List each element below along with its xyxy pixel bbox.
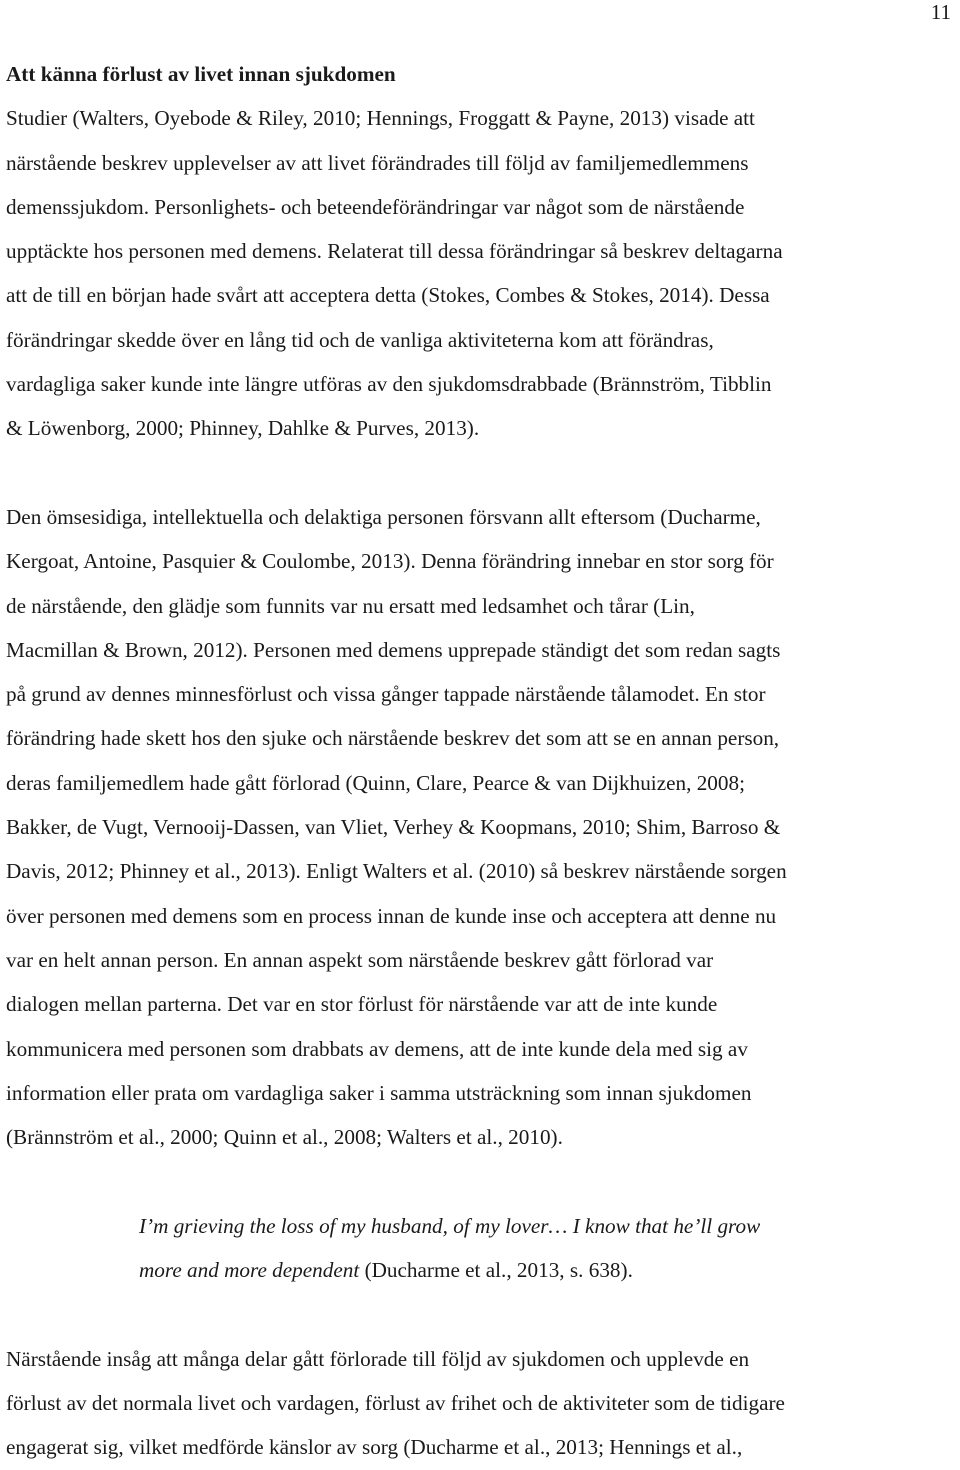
text-line: förändringar skedde över en lång tid och de vanliga aktiviteterna kom att förändras,	[6, 327, 714, 352]
document-body	[6, 52, 954, 1470]
text-line: vardagliga saker kunde inte längre utföras av den sjukdomsdrabbade (Brännström, Tibblin	[6, 372, 772, 397]
text-line: Davis, 2012; Phinney et al., 2013). Enligt Walters et al. (2010) så beskrev närstående sorgen	[6, 859, 787, 884]
quote-line	[139, 1248, 954, 1292]
text-line: dialogen mellan parterna. Det var en stor förlust för närstående var att de inte kunde	[6, 992, 718, 1017]
paragraph-spacer	[6, 1159, 954, 1203]
quote-text: more and more dependent	[139, 1258, 360, 1283]
paragraph-2	[6, 495, 954, 1159]
paragraph-3	[6, 1337, 954, 1470]
quote-text: I’m grieving the loss of my husband, of my lover… I know that he’ll grow	[139, 1213, 761, 1238]
text-line: information eller prata om vardagliga saker i samma utsträckning som innan sjukdomen	[6, 1080, 752, 1105]
paragraph-spacer	[6, 1292, 954, 1336]
quote-line	[139, 1204, 954, 1248]
text-line: deras familjemedlem hade gått förlorad (Quinn, Clare, Pearce & van Dijkhuizen, 2008;	[6, 770, 745, 795]
text-line: kommunicera med personen som drabbats av demens, att de inte kunde dela med sig av	[6, 1036, 748, 1061]
text-line: på grund av dennes minnesförlust och vissa gånger tappade närstående tålamodet. En stor	[6, 682, 766, 707]
paragraph-1	[6, 96, 954, 450]
text-line: & Löwenborg, 2000; Phinney, Dahlke & Purves, 2013).	[6, 416, 480, 441]
text-line: Närstående insåg att många delar gått förlorade till följd av sjukdomen och upplevde en	[6, 1346, 750, 1371]
section-heading: Att känna förlust av livet innan sjukdomen	[6, 62, 396, 86]
text-line: Bakker, de Vugt, Vernooij-Dassen, van Vliet, Verhey & Koopmans, 2010; Shim, Barroso &	[6, 815, 781, 840]
paragraph-spacer	[6, 451, 954, 495]
text-line: Kergoat, Antoine, Pasquier & Coulombe, 2013). Denna förändring innebar en stor sorg för	[6, 549, 774, 574]
text-line: närstående beskrev upplevelser av att livet förändrades till följd av familjemedlemmens	[6, 150, 749, 175]
text-line: över personen med demens som en process innan de kunde inse och acceptera att denne nu	[6, 903, 777, 928]
page-number: 11	[930, 0, 951, 24]
text-line: de närstående, den glädje som funnits var nu ersatt med ledsamhet och tårar (Lin,	[6, 593, 695, 618]
text-line: att de till en början hade svårt att acceptera detta (Stokes, Combes & Stokes, 2014). Dessa	[6, 283, 770, 308]
text-line: var en helt annan person. En annan aspekt som närstående beskrev gått förlorad var	[6, 947, 714, 972]
quote-citation: (Ducharme et al., 2013, s. 638).	[359, 1258, 633, 1283]
text-line: Studier (Walters, Oyebode & Riley, 2010; Hennings, Froggatt & Payne, 2013) visade att	[6, 106, 755, 131]
text-line: demenssjukdom. Personlighets- och beteendeförändringar var något som de närstående	[6, 194, 745, 219]
text-line: (Brännström et al., 2000; Quinn et al., 2008; Walters et al., 2010).	[6, 1125, 563, 1150]
text-line: upptäckte hos personen med demens. Relaterat till dessa förändringar så beskrev deltagarna	[6, 239, 783, 264]
block-quote	[6, 1204, 954, 1293]
text-line: förändring hade skett hos den sjuke och närstående beskrev det som att se en annan person,	[6, 726, 780, 751]
text-line: förlust av det normala livet och vardagen, förlust av frihet och de aktiviteter som de tidigare	[6, 1390, 785, 1415]
text-line: Macmillan & Brown, 2012). Personen med demens upprepade ständigt det som redan sagts	[6, 637, 781, 662]
text-line: Den ömsesidiga, intellektuella och delaktiga personen försvann allt eftersom (Ducharme,	[6, 504, 761, 529]
text-line: engagerat sig, vilket medförde känslor av sorg (Ducharme et al., 2013; Hennings et al.,	[6, 1435, 743, 1460]
